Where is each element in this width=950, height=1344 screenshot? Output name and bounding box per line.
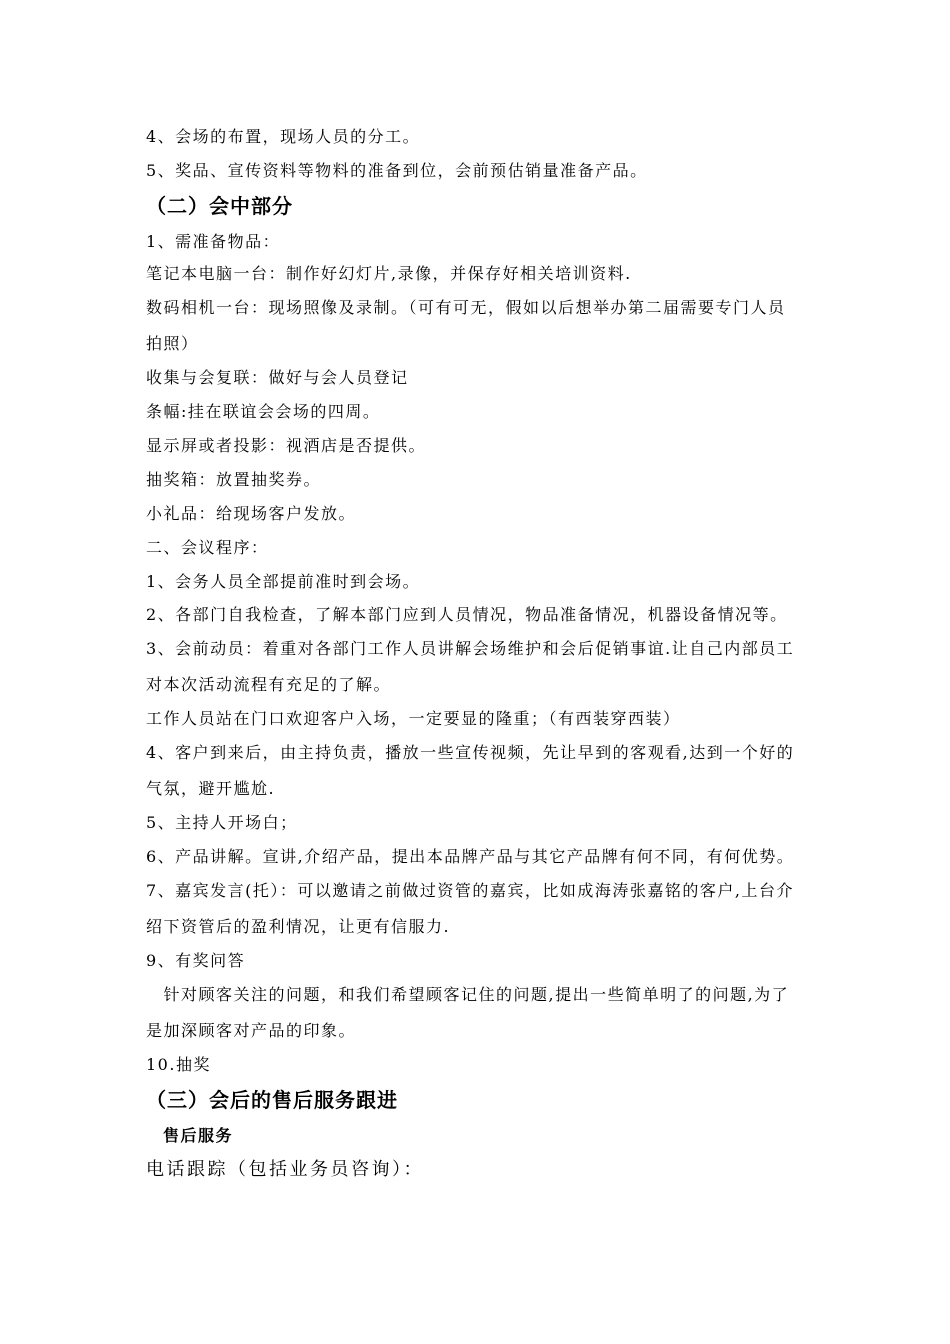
text-line: 数码相机一台：现场照像及录制。（可有可无，假如以后想举办第二届需要专门人员 [146,298,786,317]
section-heading: （二）会中部分 [146,194,293,218]
text-line: 4、客户到来后，由主持负责，播放一些宣传视频，先让早到的客观看,达到一个好的 [146,743,795,762]
text-line: 二、会议程序： [146,538,269,557]
text-line: 笔记本电脑一台：制作好幻灯片,录像，并保存好相关培训资料. [146,264,632,283]
text-line: 气氛，避开尴尬. [146,779,276,798]
section-heading: （三）会后的售后服务跟进 [146,1088,398,1112]
text-line: 工作人员站在门口欢迎客户入场，一定要显的隆重；（有西装穿西装） [146,709,681,728]
text-line: 9、有奖问答 [146,951,246,970]
text-line: 1、会务人员全部提前准时到会场。 [146,572,421,591]
text-line: 拍照） [146,334,199,353]
text-line: 10.抽奖 [146,1055,211,1074]
text-line: 针对顾客关注的问题，和我们希望顾客记住的问题,提出一些简单明了的问题,为了 [146,985,790,1004]
text-line: 小礼品：给现场客户发放。 [146,504,357,523]
text-line: 电话跟踪（包括业务员咨询）： [146,1159,424,1180]
text-line: 收集与会复联：做好与会人员登记 [146,368,409,387]
text-line: 7、嘉宾发言(托）：可以邀请之前做过资管的嘉宾，比如成海涛张嘉铭的客户,上台介 [146,881,795,900]
text-line: 是加深顾客对产品的印象。 [146,1021,357,1040]
text-line: 5、主持人开场白； [146,813,298,832]
text-line: 1、需准备物品： [146,232,281,251]
text-line: 4、会场的布置，现场人员的分工。 [146,127,421,146]
text-line: 对本次活动流程有充足的了解。 [146,675,392,694]
text-line: 6、产品讲解。宣讲,介绍产品，提出本品牌产品与其它产品牌有何不同，有何优势。 [146,847,795,866]
text-line: 显示屏或者投影：视酒店是否提供。 [146,436,427,455]
text-line: 条幅:挂在联谊会会场的四周。 [146,402,381,421]
text-line: 3、会前动员：着重对各部门工作人员讲解会场维护和会后促销事谊.让自己内部员工 [146,639,795,658]
text-line: 2、各部门自我检查，了解本部门应到人员情况，物品准备情况，机器设备情况等。 [146,605,788,624]
text-line: 5、奖品、宣传资料等物料的准备到位，会前预估销量准备产品。 [146,161,648,180]
text-line: 抽奖箱：放置抽奖券。 [146,470,322,489]
text-line: 绍下资管后的盈利情况，让更有信服力. [146,917,451,936]
subsection-heading: 售后服务 [163,1126,234,1145]
